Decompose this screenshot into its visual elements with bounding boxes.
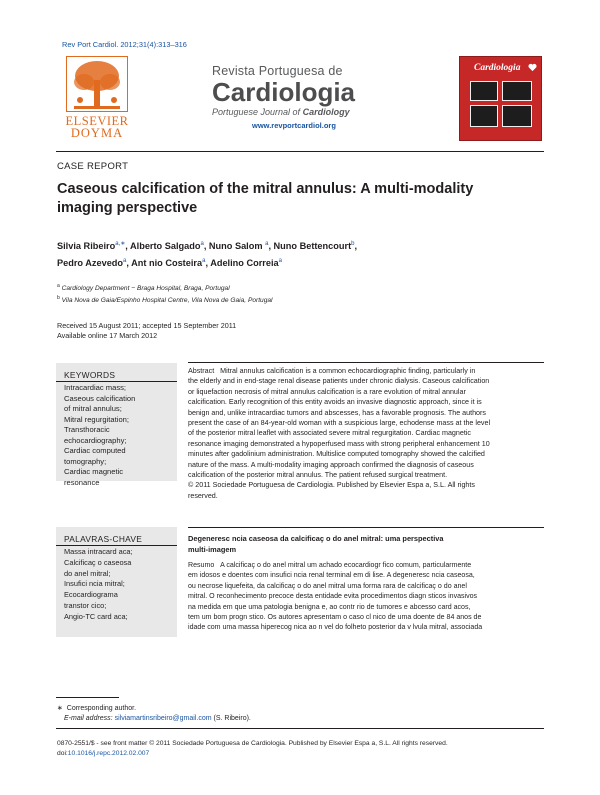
affiliation-text: Vila Nova de Gaia/Espinho Hospital Centre, Vila Nova de Gaia, Portugal: [61, 297, 273, 305]
portuguese-title-line1: Degeneresc ncia caseosa da calcificaç o do anel mitral: uma perspectiva: [188, 534, 444, 543]
abstract-line: benign and, unlike intracardiac tumors and abscesses, has a favorable prognosis. The authors: [188, 408, 486, 417]
journal-title-block: [212, 64, 472, 130]
author-affiliation-marker[interactable]: a: [202, 258, 206, 265]
doi-prefix: doi:: [57, 750, 68, 757]
front-matter-line: 0870-2551/$ - see front matter © 2011 Sociedade Portuguesa de Cardiologia. Published by Elsevier Espa a, S.L. All rights reserved.: [57, 740, 448, 747]
email-owner: (S. Ribeiro).: [213, 715, 251, 722]
palavra-item: do anel mitral;: [64, 568, 111, 578]
author-name: Nuno Bettencourt: [273, 241, 352, 252]
resumo-line: mitral. O reconhecimento precoce desta entidade evita procedimentos diagn sticos invasivos: [188, 593, 478, 601]
author-name: Nuno Salom: [208, 241, 263, 252]
author-name: Ant nio Costeira: [131, 258, 203, 269]
keywords-heading: KEYWORDS: [64, 370, 116, 380]
cover-title: Cardiologia: [474, 63, 521, 73]
affiliation-marker: b: [57, 295, 60, 301]
keyword-item: Caseous calcification: [64, 393, 136, 403]
abstract-top-rule: [188, 362, 544, 363]
keyword-item: echocardiography;: [64, 435, 127, 445]
corresponding-author-footnote: [57, 704, 251, 724]
resumo: [188, 561, 544, 634]
email-label: E-mail address:: [64, 715, 113, 722]
resumo-line: na medida em que uma patologia benigna e, ao contr rio de tumores e abcesso card acos,: [188, 603, 471, 611]
abstract-text: Mitral annulus calcification is a common echocardiographic finding, particularly in: [220, 367, 476, 375]
keywords-list: [64, 383, 172, 488]
author-name: Pedro Azevedo: [57, 258, 124, 269]
footnote-rule: [56, 697, 119, 698]
citation: Rev Port Cardiol. 2012;31(4):313–316: [62, 40, 187, 49]
abstract-line: present the case of an 84-year-old woman with a suspicious large, echodense mass at the level: [188, 419, 491, 428]
keywords-divider: [56, 381, 177, 382]
footnote-marker: ∗: [57, 705, 63, 712]
author-separator: ,: [205, 258, 211, 269]
doi-rule: [56, 728, 544, 729]
author-name: Adelino Correia: [210, 258, 279, 269]
abstract-line: of the posterior mitral leaflet with associated severe mitral regurgitation. Cardiac magnetic: [188, 429, 471, 438]
online-date: Available online 17 March 2012: [57, 331, 158, 340]
article-title-line2: imaging perspective: [57, 200, 198, 216]
journal-cover-thumbnail[interactable]: [459, 56, 542, 141]
cover-image-2: [502, 81, 532, 101]
footnote-line: [57, 714, 251, 724]
publisher-name-line1: ELSEVIER: [65, 114, 129, 128]
journal-english-name: [212, 107, 472, 117]
journal-subtitle: Revista Portuguesa de: [212, 64, 343, 78]
resumo-text: A calcificaç o do anel mitral um achado ecocardiogr fico comum, particularmente: [220, 562, 472, 569]
abstract-line: [188, 366, 544, 376]
portuguese-title-line2: multi-imagem: [188, 544, 237, 554]
publisher-name: [56, 115, 138, 139]
abstract-line: nature of the mass. A multi-modality imaging approach confirmed the diagnosis of caseous: [188, 460, 474, 469]
abstract-label: Abstract: [188, 367, 215, 375]
journal-english-title: Cardiology: [302, 107, 350, 117]
publisher-logo[interactable]: [56, 54, 138, 146]
keyword-item: Transthoracic: [64, 425, 110, 434]
abstract-line: minutes after gadolinium administration. Multislice computed tomography showed the calcified: [188, 450, 485, 459]
author-list: [57, 237, 477, 271]
author-affiliation-marker[interactable]: a: [123, 258, 127, 265]
email-link[interactable]: silviamartinsribeiro@gmail.com: [114, 715, 212, 722]
journal-name: Cardiologia: [212, 77, 356, 107]
author-line-2: [57, 254, 477, 271]
keyword-item: resonance: [64, 477, 100, 487]
doi-link[interactable]: 10.1016/j.repc.2012.02.007: [67, 750, 150, 757]
article-title-line1: Caseous calcification of the mitral annulus: A multi-modality: [57, 181, 474, 197]
keywords-box: [56, 363, 177, 487]
keyword-item: Mitral regurgitation;: [64, 414, 129, 424]
author-separator: ,: [268, 241, 274, 252]
affiliation-a: [57, 283, 230, 292]
palavras-chave-list: [64, 547, 174, 623]
keyword-item: Cardiac magnetic: [64, 467, 124, 476]
keyword-item: Intracardiac mass;: [64, 383, 127, 392]
author-line-1: [57, 237, 477, 254]
palavra-item: transtor cico;: [64, 600, 107, 610]
portuguese-title: [188, 534, 488, 555]
heart-icon: [528, 63, 537, 72]
article-dates: [57, 321, 236, 341]
author-affiliation-marker[interactable]: a,∗: [115, 241, 126, 247]
abstract-line: calcification. Early recognition of this entity avoids an invasive diagnostic approach, since it is: [188, 398, 482, 407]
journal-english-prefix: Portuguese Journal of: [212, 107, 301, 117]
elsevier-tree-icon: [66, 56, 128, 112]
footnote-line: [57, 704, 251, 714]
affiliation-text: Cardiology Department − Braga Hospital, Braga, Portugal: [61, 285, 230, 293]
author-separator: ,: [203, 241, 209, 252]
article-title: [57, 180, 487, 218]
palavra-item: Calcificaç o caseosa: [64, 557, 132, 567]
header-rule: [56, 151, 544, 152]
author-name: Silvia Ribeiro: [57, 241, 116, 252]
affiliation-b: [57, 295, 273, 304]
abstract-line: or liquefaction necrosis of mitral annulus calcification is a rare evolution of mitral annular: [188, 387, 466, 396]
author-separator: ,: [126, 258, 132, 269]
resumo-line: tem um bom progn stico. Os autores apresentam o caso cl nico de uma doente de 84 anos de: [188, 614, 482, 622]
section-label: CASE REPORT: [57, 161, 129, 172]
cover-image-1: [470, 81, 498, 101]
doi-line: [57, 749, 448, 759]
abstract-line: resonance imaging demonstrated a hypoperfused mass with strong peripheral enhancement 10: [188, 439, 490, 448]
palavras-chave-divider: [56, 545, 177, 546]
resumo-line: em idosos e doentes com insufici ncia renal terminal em di lise. A degeneresc ncia caseosa,: [188, 572, 475, 580]
palavra-item: Insufici ncia mitral;: [64, 579, 125, 589]
author-name: Alberto Salgado: [130, 241, 201, 252]
abstract-line: the elderly and in end-stage renal disease patients under chronic dialysis. Caseous calcification: [188, 377, 490, 386]
doi-block: [57, 739, 448, 759]
palavra-item: Angio-TC card aca;: [64, 611, 128, 621]
author-affiliation-marker[interactable]: b: [351, 241, 355, 247]
author-affiliation-marker[interactable]: a: [278, 258, 282, 265]
author-separator: ,: [125, 241, 131, 252]
palavra-item: Ecocardiograma: [64, 590, 118, 600]
received-date: Received 15 August 2011; accepted 15 September 2011: [57, 321, 237, 330]
journal-url-link[interactable]: www.revportcardiol.org: [252, 121, 336, 130]
palavra-item: Massa intracard aca;: [64, 547, 133, 556]
cover-image-3: [470, 105, 498, 127]
publisher-name-line2: DOYMA: [70, 126, 124, 140]
masthead: [56, 54, 544, 146]
author-affiliation-marker[interactable]: a: [265, 241, 269, 247]
keyword-item: tomography;: [64, 456, 107, 466]
resumo-label: Resumo: [188, 562, 215, 569]
resumo-top-rule: [188, 527, 544, 528]
cover-image-4: [502, 105, 532, 127]
abstract-line: calcification of the posterior mitral annulus. The patient refused surgical treatment.: [188, 471, 448, 480]
copyright-line: reserved.: [188, 491, 218, 500]
resumo-line: ou necrose liquefeita, da calcificaç o do anel mitral uma forma rara de calcificaç o do anel: [188, 582, 467, 590]
author-affiliation-marker[interactable]: a: [200, 241, 204, 247]
affiliation-marker: a: [57, 283, 60, 289]
keyword-item: of mitral annulus;: [64, 404, 122, 413]
copyright-line: © 2011 Sociedade Portuguesa de Cardiologia. Published by Elsevier Espa a, S.L. All rights: [188, 481, 475, 490]
resumo-line: [188, 561, 544, 571]
palavras-chave-heading: PALAVRAS-CHAVE: [64, 534, 143, 544]
author-separator: ,: [354, 241, 358, 252]
corresponding-author-label: Corresponding author.: [66, 705, 137, 712]
keyword-item: Cardiac computed: [64, 446, 126, 455]
resumo-line: idade com uma massa hiperecog nica ao n vel do folheto posterior da v lvula mitral, associada: [188, 624, 483, 632]
palavras-chave-box: [56, 527, 177, 637]
abstract: [188, 366, 544, 501]
